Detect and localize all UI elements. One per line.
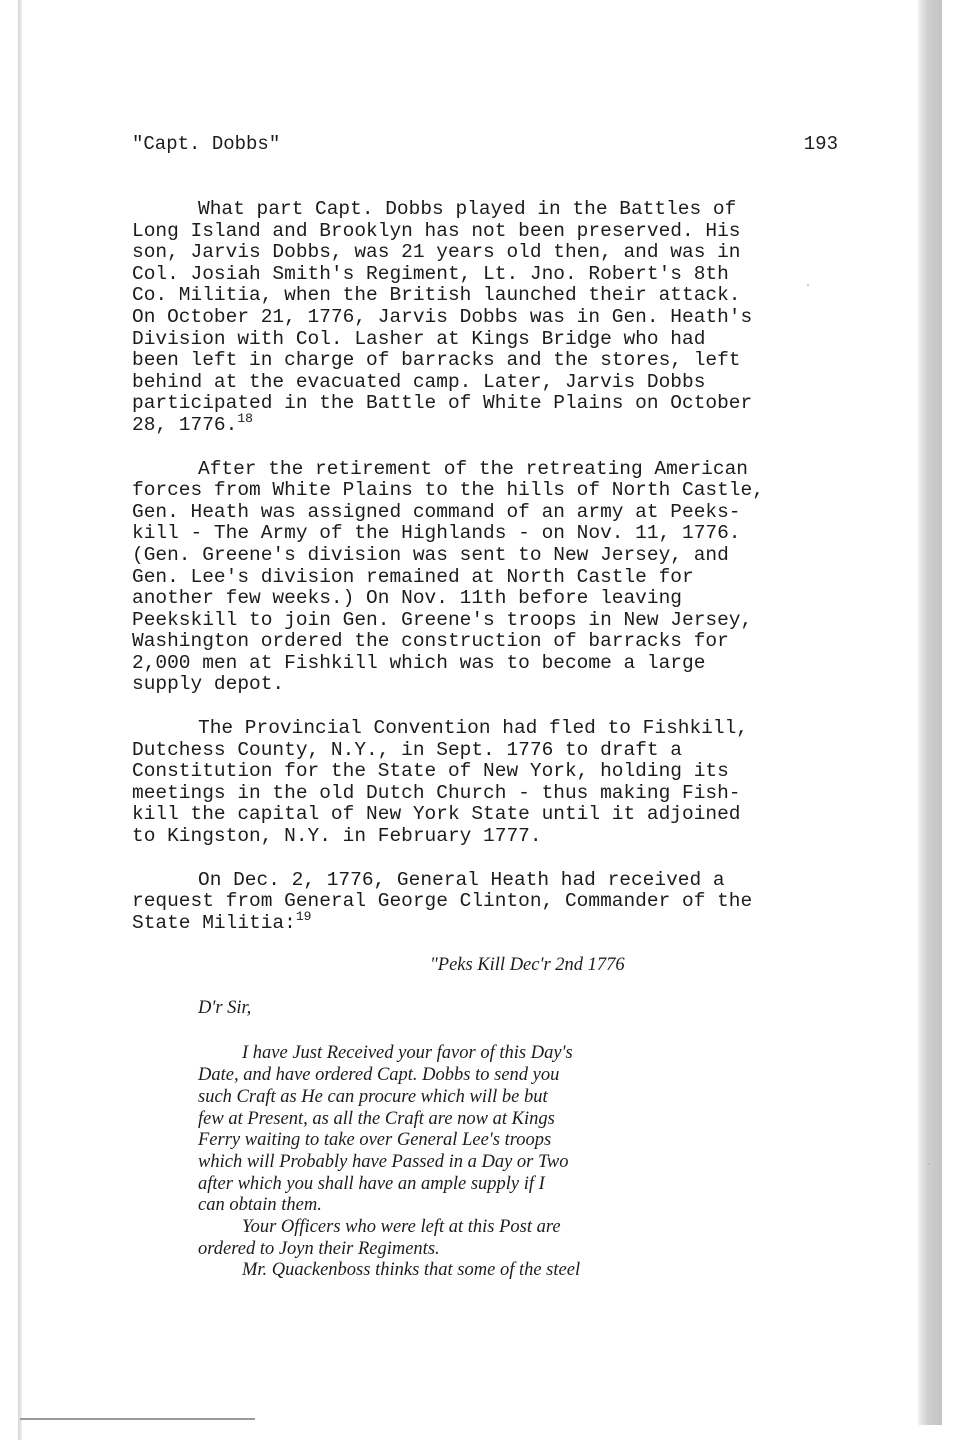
page-number: 193 [803, 133, 838, 155]
paragraph-text: What part Capt. Dobbs played in the Battles of Long Island and Brooklyn has not been preserved. His son, Jarvis Dobbs, was 21 years old then, and was in Col. Josiah Smith's Regiment, Lt. Jno. Robert's 8th Co. Militia, when the British launched their attack. On October 21, 1776, Jarvis Dobbs was in Gen. Heath's Division with Col. Lasher at Kings Bridge who had been left in charge of barracks and the stores, left behind at the evacuated camp. Later, Jarvis Dobbs participated in the Battle of White Plains on October 28, 1776. [132, 198, 753, 436]
letter-paragraph: Mr. Quackenboss thinks that some of the steel [242, 1260, 581, 1281]
paragraph [132, 870, 832, 935]
footnote-marker[interactable]: 18 [237, 410, 253, 426]
letter-paragraph: I have Just Received your favor of this Day's Date, and have ordered Capt. Dobbs to send you such Craft as He can procure which will be but few at Present, as all the Craft are now at Kings Ferry waiting to take over General Lee's troops which will Probably have Passed in a Day or Two after which you shall have an ample supply if I can obtain them. [198, 1043, 573, 1216]
body-text [132, 199, 832, 934]
paragraph-text: After the retirement of the retreating American forces from White Plains to the hills of North Castle, Gen. Heath was assigned command of an army at Peeks- kill - The Army of the Highlands - on Nov. 11, 1776. (Gen. Greene's division was sent to New Jersey, and Gen. Lee's division remained at North Castle for another few weeks.) On Nov. 11th before leaving Peekskill to join Gen. Greene's troops in New Jersey, Washington ordered the construction of barracks for 2,000 men at Fishkill which was to become a large supply depot. [132, 457, 764, 696]
paragraph [132, 718, 832, 848]
running-head [132, 132, 838, 156]
paragraph [132, 199, 832, 437]
scan-line-bottom [20, 1418, 255, 1420]
paragraph [132, 459, 832, 697]
scan-edge-left [18, 0, 22, 1440]
letter-dateline: "Peks Kill Dec'r 2nd 1776 [430, 955, 625, 975]
paragraph-text: The Provincial Convention had fled to Fishkill, Dutchess County, N.Y., in Sept. 1776 to draft a Constitution for the State of New York, holding its meetings in the old Dutch Church - thus making Fish- kill the capital of New York State until it adjoined to Kingston, N.Y. in February 1777. [132, 717, 748, 848]
letter-paragraph: Your Officers who were left at this Post are ordered to Joyn their Regiments. [198, 1217, 561, 1259]
scan-edge-right [918, 0, 942, 1425]
scan-speck [928, 1163, 930, 1165]
paragraph-text: On Dec. 2, 1776, General Heath had received a request from General George Clinton, Commander of the State Militia: [132, 868, 753, 934]
quoted-letter [198, 955, 758, 1282]
footnote-marker[interactable]: 19 [295, 908, 312, 924]
letter-salutation: D'r Sir, [198, 997, 252, 1018]
running-head-title: "Capt. Dobbs" [132, 133, 281, 155]
